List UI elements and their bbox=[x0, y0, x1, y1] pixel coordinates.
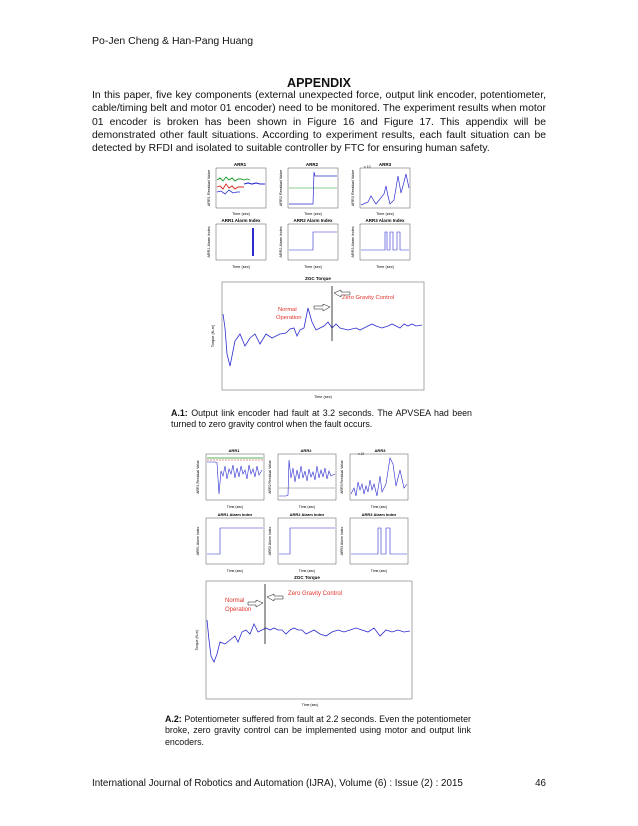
arr3-alarm-ylabel: ARR3 Alarm Index bbox=[351, 226, 355, 258]
arr2-alarm-trace bbox=[279, 528, 335, 554]
arr1-alarm-trace bbox=[207, 528, 263, 554]
zgc-arrow-icon bbox=[267, 594, 283, 601]
arr2-xlabel: Time (sec) bbox=[298, 505, 316, 509]
arr3-ylabel: ARR3 Residual Value bbox=[340, 460, 344, 494]
torque-trace bbox=[223, 308, 422, 366]
arr2-xlabel: Time (sec) bbox=[304, 212, 322, 216]
running-header: Po-Jen Cheng & Han-Pang Huang bbox=[92, 35, 254, 47]
arr1-trace-blue bbox=[217, 190, 240, 194]
arr3-exponent: x 10 bbox=[358, 452, 365, 456]
caption-a1 bbox=[171, 408, 472, 431]
panel-title-arr2-alarm: ARR2 Alarm Index bbox=[293, 218, 333, 223]
arr2-alarm-trace bbox=[289, 232, 337, 250]
section-heading: APPENDIX bbox=[287, 76, 351, 90]
arr3-plot-frame bbox=[350, 454, 408, 500]
arr1-ylabel: ARR1 Residual Value bbox=[196, 460, 200, 494]
operation-label: Operation bbox=[276, 315, 302, 321]
normal-label: Normal bbox=[278, 307, 297, 313]
torque-ylabel: Torque (N-m) bbox=[195, 629, 199, 651]
arr2-ylabel: ARR2 Residual Value bbox=[268, 460, 272, 494]
arr1-xlabel: Time (sec) bbox=[226, 505, 244, 509]
caption-a1-text: Output link encoder had fault at 3.2 seconds. The APVSEA had been turned to zero gravity control when the fault occurs. bbox=[171, 408, 472, 430]
panel-title-arr2-alarm: ARR2 Alarm Index bbox=[289, 512, 325, 517]
arr3-alarm-xlabel: Time (sec) bbox=[370, 569, 388, 573]
body-paragraph: In this paper, five key components (external unexpected force, output link encoder, potentiometer, cable/timing belt and motor 01 encoder) need to be monitored. The experiment results when motor 01 encoder is broken has been shown in Figure 16 and Figure 17. This appendix will be demonstrated other fault situations. According to experiment results, each fault situation can be detected by RFDI and isolated to suitable controller by FTC for ensuring human safety. bbox=[92, 90, 546, 155]
arr3-exponent: x 10 bbox=[364, 165, 371, 169]
normal-arrow-icon bbox=[248, 600, 263, 607]
arr3-alarm-trace bbox=[351, 528, 407, 554]
caption-a1-label: A.1: bbox=[171, 408, 188, 418]
panel-title-arr2: ARR2 bbox=[305, 162, 319, 167]
page-footer bbox=[92, 778, 546, 789]
panel-title-arr3-alarm: ARR3 Alarm Index bbox=[365, 218, 405, 223]
arr3-alarm-frame bbox=[350, 518, 408, 564]
panel-title-torque: ZGC Torque bbox=[305, 276, 331, 281]
arr3-alarm-ylabel: ARR3 Alarm Index bbox=[340, 526, 344, 556]
zgc-label: Zero Gravity Control bbox=[288, 591, 343, 597]
torque-ylabel: Torque (N-m) bbox=[211, 324, 215, 348]
panel-title-arr1-alarm: ARR1 Alarm Index bbox=[217, 512, 253, 517]
arr3-trace bbox=[351, 458, 407, 496]
arr1-alarm-frame bbox=[216, 224, 266, 260]
operation-label: Operation bbox=[225, 607, 252, 613]
arr1-alarm-xlabel: Time (sec) bbox=[226, 569, 244, 573]
arr2-alarm-xlabel: Time (sec) bbox=[298, 569, 316, 573]
arr1-xlabel: Time (sec) bbox=[232, 212, 250, 216]
arr1-alarm-frame bbox=[206, 518, 264, 564]
figure-a1 bbox=[200, 158, 436, 404]
normal-arrow-icon bbox=[314, 304, 330, 311]
arr1-trace-red bbox=[217, 184, 244, 189]
arr1-trace-green bbox=[217, 177, 250, 181]
arr2-alarm-xlabel: Time (sec) bbox=[304, 265, 322, 269]
caption-a2-label: A.2: bbox=[165, 714, 182, 724]
arr3-trace bbox=[361, 174, 409, 205]
arr2-trace bbox=[279, 460, 335, 496]
torque-xlabel: Time (sec) bbox=[301, 703, 319, 707]
panel-title-arr1: ARR1 bbox=[228, 448, 240, 453]
arr1-alarm-xlabel: Time (sec) bbox=[232, 265, 250, 269]
torque-trace bbox=[207, 620, 410, 662]
footer-journal: International Journal of Robotics and Automation (IJRA), Volume (6) : Issue (2) : 2015 bbox=[92, 778, 463, 789]
arr3-ylabel: ARR3 Residual Value bbox=[351, 169, 355, 207]
arr1-trace-blue bbox=[207, 462, 262, 494]
arr2-alarm-frame bbox=[278, 518, 336, 564]
arr3-xlabel: Time (sec) bbox=[376, 212, 394, 216]
panel-title-arr1-alarm: ARR1 Alarm Index bbox=[221, 218, 261, 223]
zgc-label: Zero Gravity Control bbox=[342, 295, 395, 301]
arr3-alarm-xlabel: Time (sec) bbox=[376, 265, 394, 269]
arr1-trace-blue-post bbox=[244, 183, 265, 184]
arr2-ylabel: ARR2 Residual Value bbox=[279, 169, 283, 207]
arr1-alarm-ylabel: ARR1 Alarm Index bbox=[196, 526, 200, 556]
normal-label: Normal bbox=[225, 598, 245, 604]
panel-title-arr3: ARR3 bbox=[378, 162, 392, 167]
arr1-ylabel: ARR1 Residual Value bbox=[207, 169, 211, 207]
arr2-alarm-ylabel: ARR2 Alarm Index bbox=[268, 526, 272, 556]
panel-title-arr2: ARR2 bbox=[300, 448, 312, 453]
caption-a2-text: Potentiometer suffered from fault at 2.2 seconds. Even the potentiometer broke, zero gravity control can be implemented using motor and output link encoders. bbox=[165, 714, 471, 747]
panel-title-torque: ZGC Torque bbox=[294, 575, 320, 580]
arr1-alarm-ylabel: ARR1 Alarm Index bbox=[207, 226, 211, 258]
figure-a2 bbox=[190, 444, 426, 710]
arr1-alarm-pulse bbox=[252, 228, 254, 256]
arr3-alarm-trace bbox=[361, 232, 409, 250]
torque-xlabel: Time (sec) bbox=[314, 395, 332, 399]
panel-title-arr3: ARR3 bbox=[374, 448, 386, 453]
arr2-alarm-ylabel: ARR2 Alarm Index bbox=[279, 226, 283, 258]
arr3-xlabel: Time (sec) bbox=[370, 505, 388, 509]
caption-a2 bbox=[165, 714, 471, 748]
page-number: 46 bbox=[535, 778, 546, 789]
panel-title-arr3-alarm: ARR3 Alarm Index bbox=[361, 512, 397, 517]
panel-title-arr1: ARR1 bbox=[233, 162, 247, 167]
